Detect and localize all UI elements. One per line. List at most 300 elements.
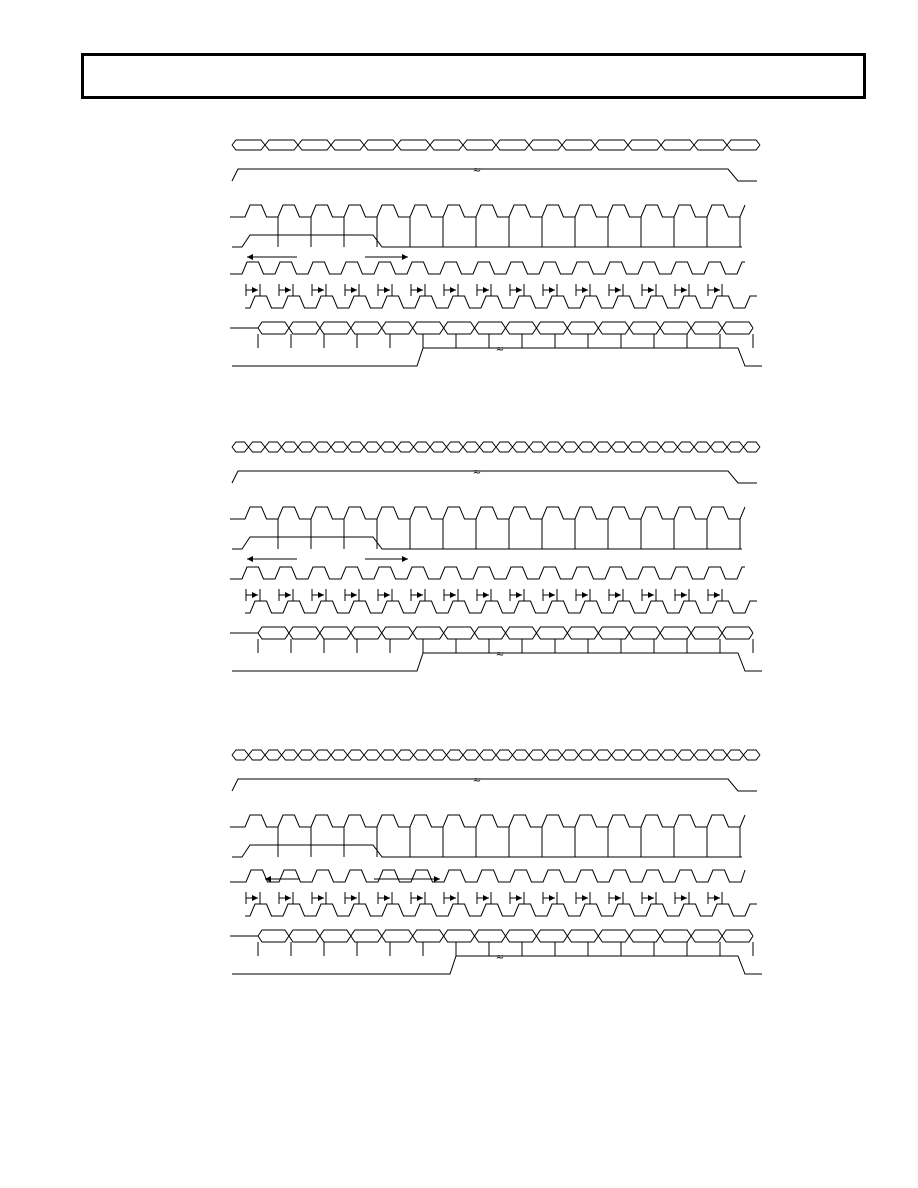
data-bus-cell-top <box>475 627 506 633</box>
data-bus-cell-top <box>351 627 382 633</box>
strobe-signal <box>232 845 742 857</box>
bus-row-cell-top <box>265 750 282 755</box>
data-bus-cell-bottom <box>351 328 382 334</box>
bus-row-cell-top <box>447 750 464 755</box>
bus-row-cell-top <box>612 442 629 447</box>
data-bus-cell-bottom <box>444 936 475 942</box>
bus-row-cell-bottom <box>282 447 299 452</box>
envelope-signal <box>232 779 757 791</box>
bus-row-cell-bottom <box>331 755 348 760</box>
delay-arrow-head <box>549 287 555 293</box>
bus-row-cell-top <box>513 442 530 447</box>
timing-diagram-2 <box>230 442 762 671</box>
data-bus-cell-bottom <box>506 633 537 639</box>
bus-row-cell-top <box>315 442 332 447</box>
data-bus-cell-bottom <box>258 328 289 334</box>
bus-row-cell-bottom <box>595 447 612 452</box>
delay-arrow-head <box>351 592 357 598</box>
bus-row-cell-top <box>430 140 463 145</box>
delay-arrow-head <box>318 287 324 293</box>
bus-row-cell-top <box>315 750 332 755</box>
bus-row-cell-bottom <box>364 145 397 150</box>
setup-arrow-head <box>247 556 253 562</box>
data-bus-cell-top <box>413 627 444 633</box>
bus-row-cell-bottom <box>298 447 315 452</box>
clock-b <box>230 870 745 882</box>
data-bus-cell-top <box>629 930 660 936</box>
bus-row-cell-bottom <box>546 755 563 760</box>
data-bus-cell-bottom <box>320 633 351 639</box>
setup-arrow-head <box>247 254 253 260</box>
data-bus-cell-top <box>258 930 289 936</box>
data-bus-cell-top <box>444 627 475 633</box>
bus-row-cell-bottom <box>513 447 530 452</box>
bus-row-cell-top <box>463 750 480 755</box>
bus-row-cell-bottom <box>414 447 431 452</box>
bus-row-cell-top <box>414 442 431 447</box>
bus-row-cell-bottom <box>430 755 447 760</box>
bus-row-cell-bottom <box>661 145 694 150</box>
data-bus-cell-top <box>382 930 413 936</box>
data-bus-cell-top <box>536 627 567 633</box>
data-bus-cell-top <box>351 930 382 936</box>
data-bus-cell-bottom <box>413 936 444 942</box>
bus-row-cell-bottom <box>480 447 497 452</box>
bus-row-cell-top <box>265 442 282 447</box>
bus-row-cell-bottom <box>744 447 761 452</box>
data-bus-cell-top <box>691 322 722 328</box>
break-mark: ≈ <box>495 344 505 355</box>
delay-arrow-head <box>681 287 687 293</box>
data-bus-cell-bottom <box>351 633 382 639</box>
envelope-signal <box>232 169 757 181</box>
bus-row-cell-top <box>562 442 579 447</box>
hold-arrow-head <box>402 254 408 260</box>
delay-arrow-head <box>681 592 687 598</box>
bus-row-cell-bottom <box>348 755 365 760</box>
clock-c <box>245 296 757 308</box>
bus-row-cell-top <box>430 442 447 447</box>
data-bus-cell-top <box>629 627 660 633</box>
data-bus-cell-bottom <box>691 633 722 639</box>
data-bus-cell-top <box>506 322 537 328</box>
bus-row-cell-top <box>265 140 298 145</box>
bus-row-cell-bottom <box>711 447 728 452</box>
delay-arrow-head <box>450 895 456 901</box>
clock-b <box>230 262 745 274</box>
data-bus-cell-top <box>567 627 598 633</box>
delay-arrow-head <box>516 592 522 598</box>
clock-a <box>230 815 745 827</box>
bus-row-cell-bottom <box>430 447 447 452</box>
bus-row-cell-top <box>331 442 348 447</box>
bus-row-cell-top <box>463 442 480 447</box>
bus-row-cell-bottom <box>463 447 480 452</box>
bus-row-cell-top <box>249 750 266 755</box>
bus-row-cell-bottom <box>628 145 661 150</box>
bus-row-cell-top <box>711 442 728 447</box>
timing-diagram-1 <box>230 140 762 366</box>
data-bus-cell-bottom <box>660 328 691 334</box>
delay-arrow-head <box>648 287 654 293</box>
bus-row-cell-bottom <box>480 755 497 760</box>
data-bus-cell-bottom <box>413 633 444 639</box>
bus-row-cell-top <box>645 750 662 755</box>
data-bus-cell-bottom <box>536 633 567 639</box>
data-bus-cell-top <box>320 627 351 633</box>
delay-arrow-head <box>714 895 720 901</box>
delay-arrow-head <box>285 592 291 598</box>
delay-arrow-head <box>384 592 390 598</box>
bus-row-cell-bottom <box>463 145 496 150</box>
data-bus-cell-top <box>536 930 567 936</box>
break-mark: ≈ <box>472 165 482 176</box>
bus-row-cell-bottom <box>645 447 662 452</box>
data-bus-cell-top <box>506 627 537 633</box>
delay-arrow-head <box>318 895 324 901</box>
bus-row-cell-top <box>298 442 315 447</box>
bus-row-cell-bottom <box>529 145 562 150</box>
delay-arrow-head <box>582 895 588 901</box>
bus-row-cell-top <box>496 442 513 447</box>
data-bus-cell-bottom <box>629 633 660 639</box>
data-bus-cell-bottom <box>444 328 475 334</box>
bus-row-cell-top <box>546 750 563 755</box>
data-bus-cell-top <box>289 930 320 936</box>
data-bus-cell-bottom <box>536 936 567 942</box>
bus-row-cell-top <box>678 750 695 755</box>
bus-row-cell-top <box>348 442 365 447</box>
bus-row-cell-bottom <box>661 447 678 452</box>
bus-row-cell-bottom <box>249 447 266 452</box>
bus-row-cell-bottom <box>265 145 298 150</box>
bus-row-cell-bottom <box>579 755 596 760</box>
bus-row-cell-bottom <box>397 447 414 452</box>
data-bus-cell-bottom <box>320 328 351 334</box>
data-bus-cell-bottom <box>691 936 722 942</box>
data-bus-cell-bottom <box>567 936 598 942</box>
bus-row-cell-top <box>727 140 760 145</box>
bus-row-cell-bottom <box>364 447 381 452</box>
data-bus-cell-top <box>320 322 351 328</box>
data-bus-cell-top <box>506 930 537 936</box>
bus-row-cell-bottom <box>711 755 728 760</box>
bus-row-cell-top <box>364 140 397 145</box>
delay-arrow-head <box>483 592 489 598</box>
bus-row-cell-top <box>678 442 695 447</box>
hold-arrow-head <box>434 876 440 882</box>
bus-row-cell-top <box>694 140 727 145</box>
bus-row-cell-top <box>397 750 414 755</box>
bus-row-cell-bottom <box>447 447 464 452</box>
delay-arrow-head <box>516 895 522 901</box>
bus-row-cell-top <box>348 750 365 755</box>
data-bus-cell-bottom <box>475 328 506 334</box>
bus-row-cell-top <box>529 442 546 447</box>
bus-row-cell-top <box>727 442 744 447</box>
bus-row-cell-bottom <box>447 755 464 760</box>
break-mark: ≈ <box>472 775 482 786</box>
bus-row-cell-bottom <box>496 447 513 452</box>
data-bus-cell-bottom <box>567 633 598 639</box>
bus-row-cell-top <box>612 750 629 755</box>
delay-arrow-head <box>384 895 390 901</box>
data-bus-cell-top <box>598 627 629 633</box>
bus-row-cell-top <box>364 442 381 447</box>
bus-row-cell-bottom <box>414 755 431 760</box>
bus-row-cell-bottom <box>232 145 265 150</box>
bus-row-cell-top <box>661 442 678 447</box>
data-bus-cell-bottom <box>536 328 567 334</box>
bus-row-cell-top <box>496 140 529 145</box>
delay-arrow-head <box>483 895 489 901</box>
bus-row-cell-top <box>381 442 398 447</box>
bus-row-cell-top <box>282 750 299 755</box>
delay-arrow-head <box>714 287 720 293</box>
bus-row-cell-bottom <box>727 755 744 760</box>
bus-row-cell-top <box>595 750 612 755</box>
data-bus-cell-top <box>258 322 289 328</box>
bus-row-cell-top <box>282 442 299 447</box>
bus-row-cell-top <box>727 750 744 755</box>
strobe-signal <box>232 537 742 549</box>
bus-row-cell-top <box>628 750 645 755</box>
data-bus-cell-bottom <box>660 633 691 639</box>
bus-row-cell-top <box>298 140 331 145</box>
delay-arrow-head <box>285 895 291 901</box>
delay-arrow-head <box>318 592 324 598</box>
data-bus-cell-top <box>475 930 506 936</box>
data-bus-cell-bottom <box>382 328 413 334</box>
data-bus-cell-bottom <box>506 936 537 942</box>
data-bus-cell-top <box>475 322 506 328</box>
bus-row-cell-bottom <box>612 755 629 760</box>
bus-row-cell-top <box>298 750 315 755</box>
data-bus-cell-top <box>444 322 475 328</box>
data-bus-cell-bottom <box>722 633 753 639</box>
bus-row-cell-top <box>579 442 596 447</box>
bus-row-cell-top <box>232 750 249 755</box>
bus-row-cell-bottom <box>397 755 414 760</box>
bus-row-cell-bottom <box>562 447 579 452</box>
data-bus-cell-bottom <box>289 936 320 942</box>
bus-row-cell-bottom <box>381 755 398 760</box>
data-bus-cell-bottom <box>567 328 598 334</box>
bus-row-cell-top <box>744 442 761 447</box>
data-bus-cell-top <box>567 930 598 936</box>
delay-arrow-head <box>285 287 291 293</box>
bus-row-cell-bottom <box>265 755 282 760</box>
data-bus-cell-top <box>382 322 413 328</box>
bus-row-cell-bottom <box>364 755 381 760</box>
data-bus-cell-bottom <box>382 633 413 639</box>
data-bus-cell-bottom <box>258 633 289 639</box>
bus-row-cell-bottom <box>727 145 760 150</box>
delay-arrow-head <box>450 592 456 598</box>
hold-arrow-head <box>402 556 408 562</box>
data-bus-cell-top <box>536 322 567 328</box>
bus-row-cell-top <box>249 442 266 447</box>
bus-row-cell-top <box>628 140 661 145</box>
bus-row-cell-bottom <box>331 145 364 150</box>
bus-row-cell-top <box>232 140 265 145</box>
data-bus-cell-bottom <box>722 936 753 942</box>
data-bus-cell-bottom <box>598 936 629 942</box>
bus-row-cell-top <box>463 140 496 145</box>
delay-arrow-head <box>417 592 423 598</box>
data-bus-cell-top <box>351 322 382 328</box>
data-bus-cell-bottom <box>258 936 289 942</box>
delay-arrow-head <box>549 895 555 901</box>
bus-row-cell-bottom <box>562 145 595 150</box>
data-bus-cell-bottom <box>444 633 475 639</box>
delay-arrow-head <box>582 592 588 598</box>
bus-row-cell-bottom <box>628 447 645 452</box>
bus-row-cell-top <box>694 442 711 447</box>
clock-a <box>230 205 745 217</box>
data-bus-cell-bottom <box>629 328 660 334</box>
data-bus-cell-top <box>382 627 413 633</box>
delay-arrow-head <box>516 287 522 293</box>
bus-row-cell-bottom <box>678 755 695 760</box>
data-bus-cell-top <box>660 322 691 328</box>
data-bus-cell-bottom <box>506 328 537 334</box>
bus-row-cell-bottom <box>579 447 596 452</box>
data-bus-cell-bottom <box>320 936 351 942</box>
bus-row-cell-bottom <box>232 755 249 760</box>
clock-c <box>245 601 757 613</box>
delay-arrow-head <box>582 287 588 293</box>
data-bus-cell-top <box>413 930 444 936</box>
bus-row-cell-bottom <box>397 145 430 150</box>
bus-row-cell-top <box>529 750 546 755</box>
clock-a <box>230 507 745 519</box>
data-bus-cell-bottom <box>382 936 413 942</box>
bus-row-cell-top <box>364 750 381 755</box>
bus-row-cell-top <box>414 750 431 755</box>
bus-row-cell-top <box>744 750 761 755</box>
bus-row-cell-bottom <box>612 447 629 452</box>
bus-row-cell-bottom <box>348 447 365 452</box>
bus-row-cell-bottom <box>315 447 332 452</box>
delay-arrow-head <box>549 592 555 598</box>
bus-row-cell-top <box>661 140 694 145</box>
bus-row-cell-bottom <box>463 755 480 760</box>
bus-row-cell-top <box>711 750 728 755</box>
bus-row-cell-top <box>232 442 249 447</box>
bus-row-cell-top <box>480 442 497 447</box>
bus-row-cell-top <box>579 750 596 755</box>
clock-b <box>230 567 745 579</box>
bus-row-cell-bottom <box>331 447 348 452</box>
data-bus-cell-top <box>567 322 598 328</box>
bus-row-cell-top <box>694 750 711 755</box>
delay-arrow-head <box>417 287 423 293</box>
bus-row-cell-top <box>595 442 612 447</box>
bus-row-cell-bottom <box>727 447 744 452</box>
bus-row-cell-top <box>562 750 579 755</box>
delay-arrow-head <box>615 287 621 293</box>
data-bus-cell-bottom <box>289 633 320 639</box>
bus-row-cell-bottom <box>529 755 546 760</box>
bus-row-cell-top <box>562 140 595 145</box>
data-bus-cell-bottom <box>289 328 320 334</box>
data-bus-cell-top <box>258 627 289 633</box>
bus-row-cell-bottom <box>381 447 398 452</box>
delay-arrow-head <box>252 592 258 598</box>
delay-arrow-head <box>351 287 357 293</box>
bus-row-cell-top <box>430 750 447 755</box>
data-bus-cell-top <box>722 322 753 328</box>
data-bus-cell-bottom <box>475 633 506 639</box>
data-bus-cell-top <box>691 627 722 633</box>
data-bus-cell-top <box>722 930 753 936</box>
delay-arrow-head <box>615 895 621 901</box>
data-bus-cell-top <box>289 627 320 633</box>
delay-arrow-head <box>252 895 258 901</box>
data-bus-cell-bottom <box>351 936 382 942</box>
delay-arrow-head <box>681 895 687 901</box>
bus-row-cell-bottom <box>661 755 678 760</box>
data-bus-cell-top <box>660 930 691 936</box>
break-mark: ≈ <box>472 467 482 478</box>
bus-row-cell-bottom <box>232 447 249 452</box>
clock-c <box>245 904 757 916</box>
break-mark: ≈ <box>495 649 505 660</box>
data-bus-cell-top <box>598 930 629 936</box>
bus-row-cell-top <box>595 140 628 145</box>
data-bus-cell-bottom <box>660 936 691 942</box>
bus-row-cell-bottom <box>645 755 662 760</box>
data-bus-cell-top <box>722 627 753 633</box>
bus-row-cell-bottom <box>513 755 530 760</box>
data-bus-cell-top <box>598 322 629 328</box>
bus-row-cell-top <box>397 442 414 447</box>
bus-row-cell-top <box>447 442 464 447</box>
delay-arrow-head <box>450 287 456 293</box>
data-bus-cell-bottom <box>413 328 444 334</box>
bus-row-cell-bottom <box>430 145 463 150</box>
bus-row-cell-bottom <box>546 447 563 452</box>
timing-diagram-3 <box>230 750 762 974</box>
bus-row-cell-bottom <box>694 145 727 150</box>
data-bus-cell-bottom <box>598 328 629 334</box>
data-bus-cell-bottom <box>598 633 629 639</box>
bus-row-cell-top <box>480 750 497 755</box>
data-bus-cell-bottom <box>691 328 722 334</box>
bus-row-cell-bottom <box>315 755 332 760</box>
bus-row-cell-bottom <box>265 447 282 452</box>
bus-row-cell-top <box>331 140 364 145</box>
bus-row-cell-bottom <box>282 755 299 760</box>
strobe-signal <box>232 235 742 247</box>
data-bus-cell-top <box>413 322 444 328</box>
bus-row-cell-bottom <box>595 755 612 760</box>
data-bus-cell-bottom <box>629 936 660 942</box>
data-bus-cell-top <box>320 930 351 936</box>
bus-row-cell-bottom <box>529 447 546 452</box>
bus-row-cell-top <box>628 442 645 447</box>
delay-arrow-head <box>252 287 258 293</box>
delay-arrow-head <box>417 895 423 901</box>
break-mark: ≈ <box>495 952 505 963</box>
bus-row-cell-top <box>397 140 430 145</box>
bus-row-cell-bottom <box>298 145 331 150</box>
delay-arrow-head <box>714 592 720 598</box>
data-bus-cell-bottom <box>722 328 753 334</box>
bus-row-cell-bottom <box>562 755 579 760</box>
bus-row-cell-bottom <box>249 755 266 760</box>
